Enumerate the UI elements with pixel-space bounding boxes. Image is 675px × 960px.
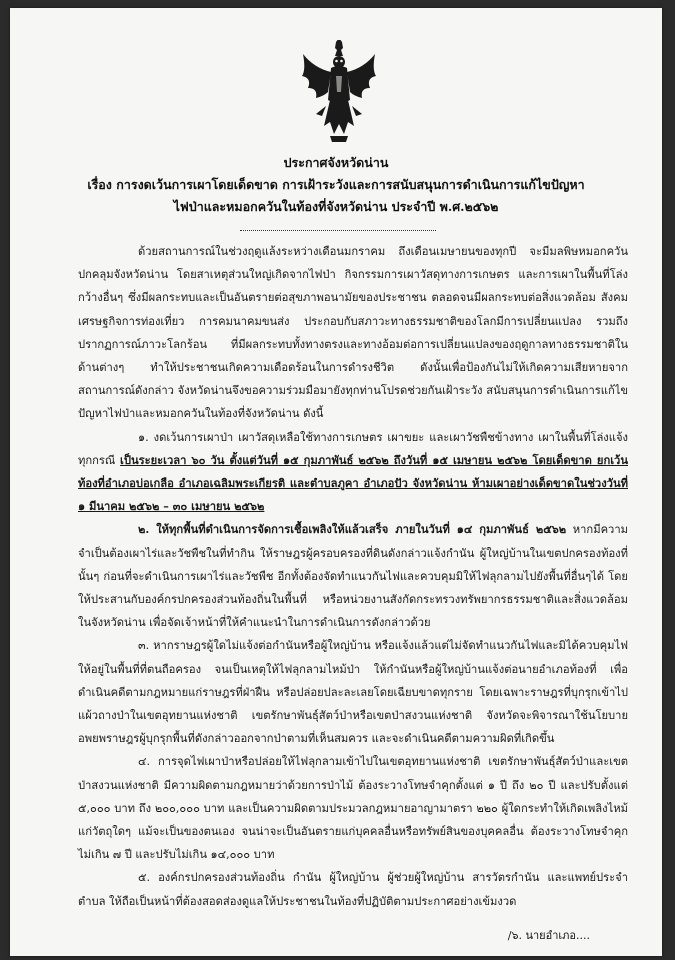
garuda-emblem-icon	[300, 40, 378, 144]
item-1-paragraph	[78, 426, 628, 519]
item-4-paragraph: ๔. การจุดไฟเผาป่าหรือปล่อยให้ไฟลุกลามเข้าไปในเขตอุทยานแห่งชาติ เขตรักษาพันธุ์สัตว์ป่าและเขตป่าสงวนแห่งชาติ มีความผิดตามกฎหมายว่าด้วยการป่าไม้ ต้องระวางโทษจำคุกตั้งแต่ ๑ ปี ถึง ๒๐ ปี และปรับตั้งแต่ ๕,๐๐๐ บาท ถึง ๒๐๐,๐๐๐ บาท และเป็นความผิดตามประมวลกฎหมายอาญามาตรา ๒๒๐ ผู้ใดกระทำให้เกิดเพลิงไหม้แก่วัตถุใดๆ แม้จะเป็นของตนเอง จนน่าจะเป็นอันตรายแก่บุคคลอื่นหรือทรัพย์สินของบุคคลอื่น ต้องระวางโทษจำคุกไม่เกิน ๗ ปี และปรับไม่เกิน ๑๔,๐๐๐ บาท	[78, 755, 628, 862]
item-5-paragraph: ๕. องค์กรปกครองส่วนท้องถิ่น กำนัน ผู้ใหญ่บ้าน ผู้ช่วยผู้ใหญ่บ้าน สารวัตรกำนัน และแพทย์ประจำตำบล ให้ถือเป็นหน้าที่ต้องสอดส่องดูแลให้ประชาชนในท้องที่ปฏิบัติตามประกาศอย่างเข้มงวด	[78, 871, 628, 908]
announcement-title: ประกาศจังหวัดน่าน	[283, 155, 389, 170]
document-page	[10, 8, 662, 956]
item-1-text: ๑. งดเว้นการเผาป่า เผาวัสดุเหลือใช้ทางการเกษตร เผาขยะ และเผาวัชพืชข้างทาง เผาในพื้นที่โล่งแจ้งทุกกรณี	[78, 430, 628, 467]
item-3-paragraph: ๓. หากราษฎรผู้ใดไม่แจ้งต่อกำนันหรือผู้ใหญ่บ้าน หรือแจ้งแล้วแต่ไม่จัดทำแนวกันไฟและมิได้ควบคุมไฟให้อยู่ในพื้นที่ที่ตนถือครอง จนเป็นเหตุให้ไฟลุกลามไหม้ป่า ให้กำนันหรือผู้ใหญ่บ้านแจ้งต่อนายอำเภอท้องที่ เพื่อดำเนินคดีตามกฎหมายแก่ราษฎรที่ฝ่าฝืน หรือปล่อยปละละเลยโดยเฉียบขาดทุกราย โดยเฉพาะราษฎรที่บุกรุกเข้าไปแผ้วถางป่าในเขตอุทยานแห่งชาติ เขตรักษาพันธุ์สัตว์ป่าหรือเขตป่าสงวนแห่งชาติ จังหวัดจะพิจารณาใช้นโยบายอพยพราษฎรผู้บุกรุกพื้นที่ดังกล่าวออกจากป่าตามที่เห็นสมควร และจะดำเนินคดีตามความผิดที่เกิดขึ้น	[78, 639, 628, 746]
item-2-text: หากมีความจำเป็นต้องเผาไร่และวัชพืชในที่ทำกิน ให้ราษฎรผู้ครอบครองที่ดินดังกล่าวแจ้งกำนัน ผู้ใหญ่บ้านในเขตปกครองท้องที่นั้นๆ ก่อนที่จะดำเนินการเผาไร่และวัชพืช อีกทั้งต้องจัดทำแนวกันไฟและควบคุมมิให้ไฟลุกลามไปยังพื้นที่อื่นๆได้ โดยให้ประสานกับองค์กรปกครองส่วนท้องถิ่นในพื้นที่ หรือหน่วยงานสังกัดกระทรวงทรัพยากรธรรมชาติและสิ่งแวดล้อมในจังหวัดน่าน เพื่อจัดเจ้าหน้าที่ให้คำแนะนำในการดำเนินการดังกล่าวด้วย	[78, 523, 628, 630]
item-2-emphasis: ๒. ให้ทุกพื้นที่ดำเนินการจัดการเชื้อเพลิงให้แล้วเสร็จ ภายในวันที่ ๑๔ กุมภาพันธ์ ๒๕๖๒	[138, 522, 567, 537]
continuation-note: /๖. นายอำเภอ....	[507, 929, 590, 942]
title-divider	[240, 230, 436, 231]
item-2-paragraph	[78, 518, 628, 634]
subject-line-2: ไฟป่าและหมอกควันในท้องที่จังหวัดน่าน ประจำปี พ.ศ.๒๕๖๒	[173, 199, 499, 214]
item-1-emphasis: เป็นระยะเวลา ๖๐ วัน ตั้งแต่วันที่ ๑๕ กุมภาพันธ์ ๒๕๖๒ ถึงวันที่ ๑๕ เมษายน ๒๕๖๒ โดยเด็ดขาด ยกเว้นท้องที่อำเภอบ่อเกลือ อำเภอเฉลิมพระเกียรติ และตำบลภูคา อำเภอปัว จังหวัดน่าน ห้ามเผาอย่างเด็ดขาดในช่วงวันที่ ๑ มีนาคม ๒๕๖๒ – ๓๐ เมษายน ๒๕๖๒	[78, 452, 628, 514]
intro-paragraph: ด้วยสถานการณ์ในช่วงฤดูแล้งระหว่างเดือนมกราคม ถึงเดือนเมษายนของทุกปี จะมีมลพิษหมอกควันปกคลุมจังหวัดน่าน โดยสาเหตุส่วนใหญ่เกิดจากไฟป่า กิจกรรมการเผาวัสดุทางการเกษตร และการเผาในพื้นที่โล่งกว้างอื่นๆ ซึ่งมีผลกระทบและเป็นอันตรายต่อสุขภาพอนามัยของประชาชน ตลอดจนมีผลกระทบต่อสิ่งแวดล้อม สังคม เศรษฐกิจการท่องเที่ยว การคมนาคมขนส่ง ประกอบกับสภาวะทางธรรมชาติของโลกมีการเปลี่ยนแปลง รวมถึงปรากฏการณ์ภาวะโลกร้อน ที่มีผลกระทบทั้งทางตรงและทางอ้อมต่อการเปลี่ยนแปลงของฤดูกาลทางธรรมชาติในด้านต่างๆ ทำให้ประชาชนเกิดความเดือดร้อนในการดำรงชีวิต ดังนั้นเพื่อป้องกันไม่ให้เกิดความเสียหายจากสถานการณ์ดังกล่าว จังหวัดน่านจึงขอความร่วมมือมายังทุกท่านโปรดช่วยกันเฝ้าระวัง สนับสนุนการดำเนินการแก้ไขปัญหาไฟป่าและหมอกควันในท้องที่จังหวัดน่าน ดังนี้	[78, 245, 628, 421]
announcement-body	[78, 240, 628, 913]
subject-line-1: เรื่อง การงดเว้นการเผาโดยเด็ดขาด การเฝ้าระวังและการสนับสนุนการดำเนินการแก้ไขปัญหา	[87, 177, 585, 192]
